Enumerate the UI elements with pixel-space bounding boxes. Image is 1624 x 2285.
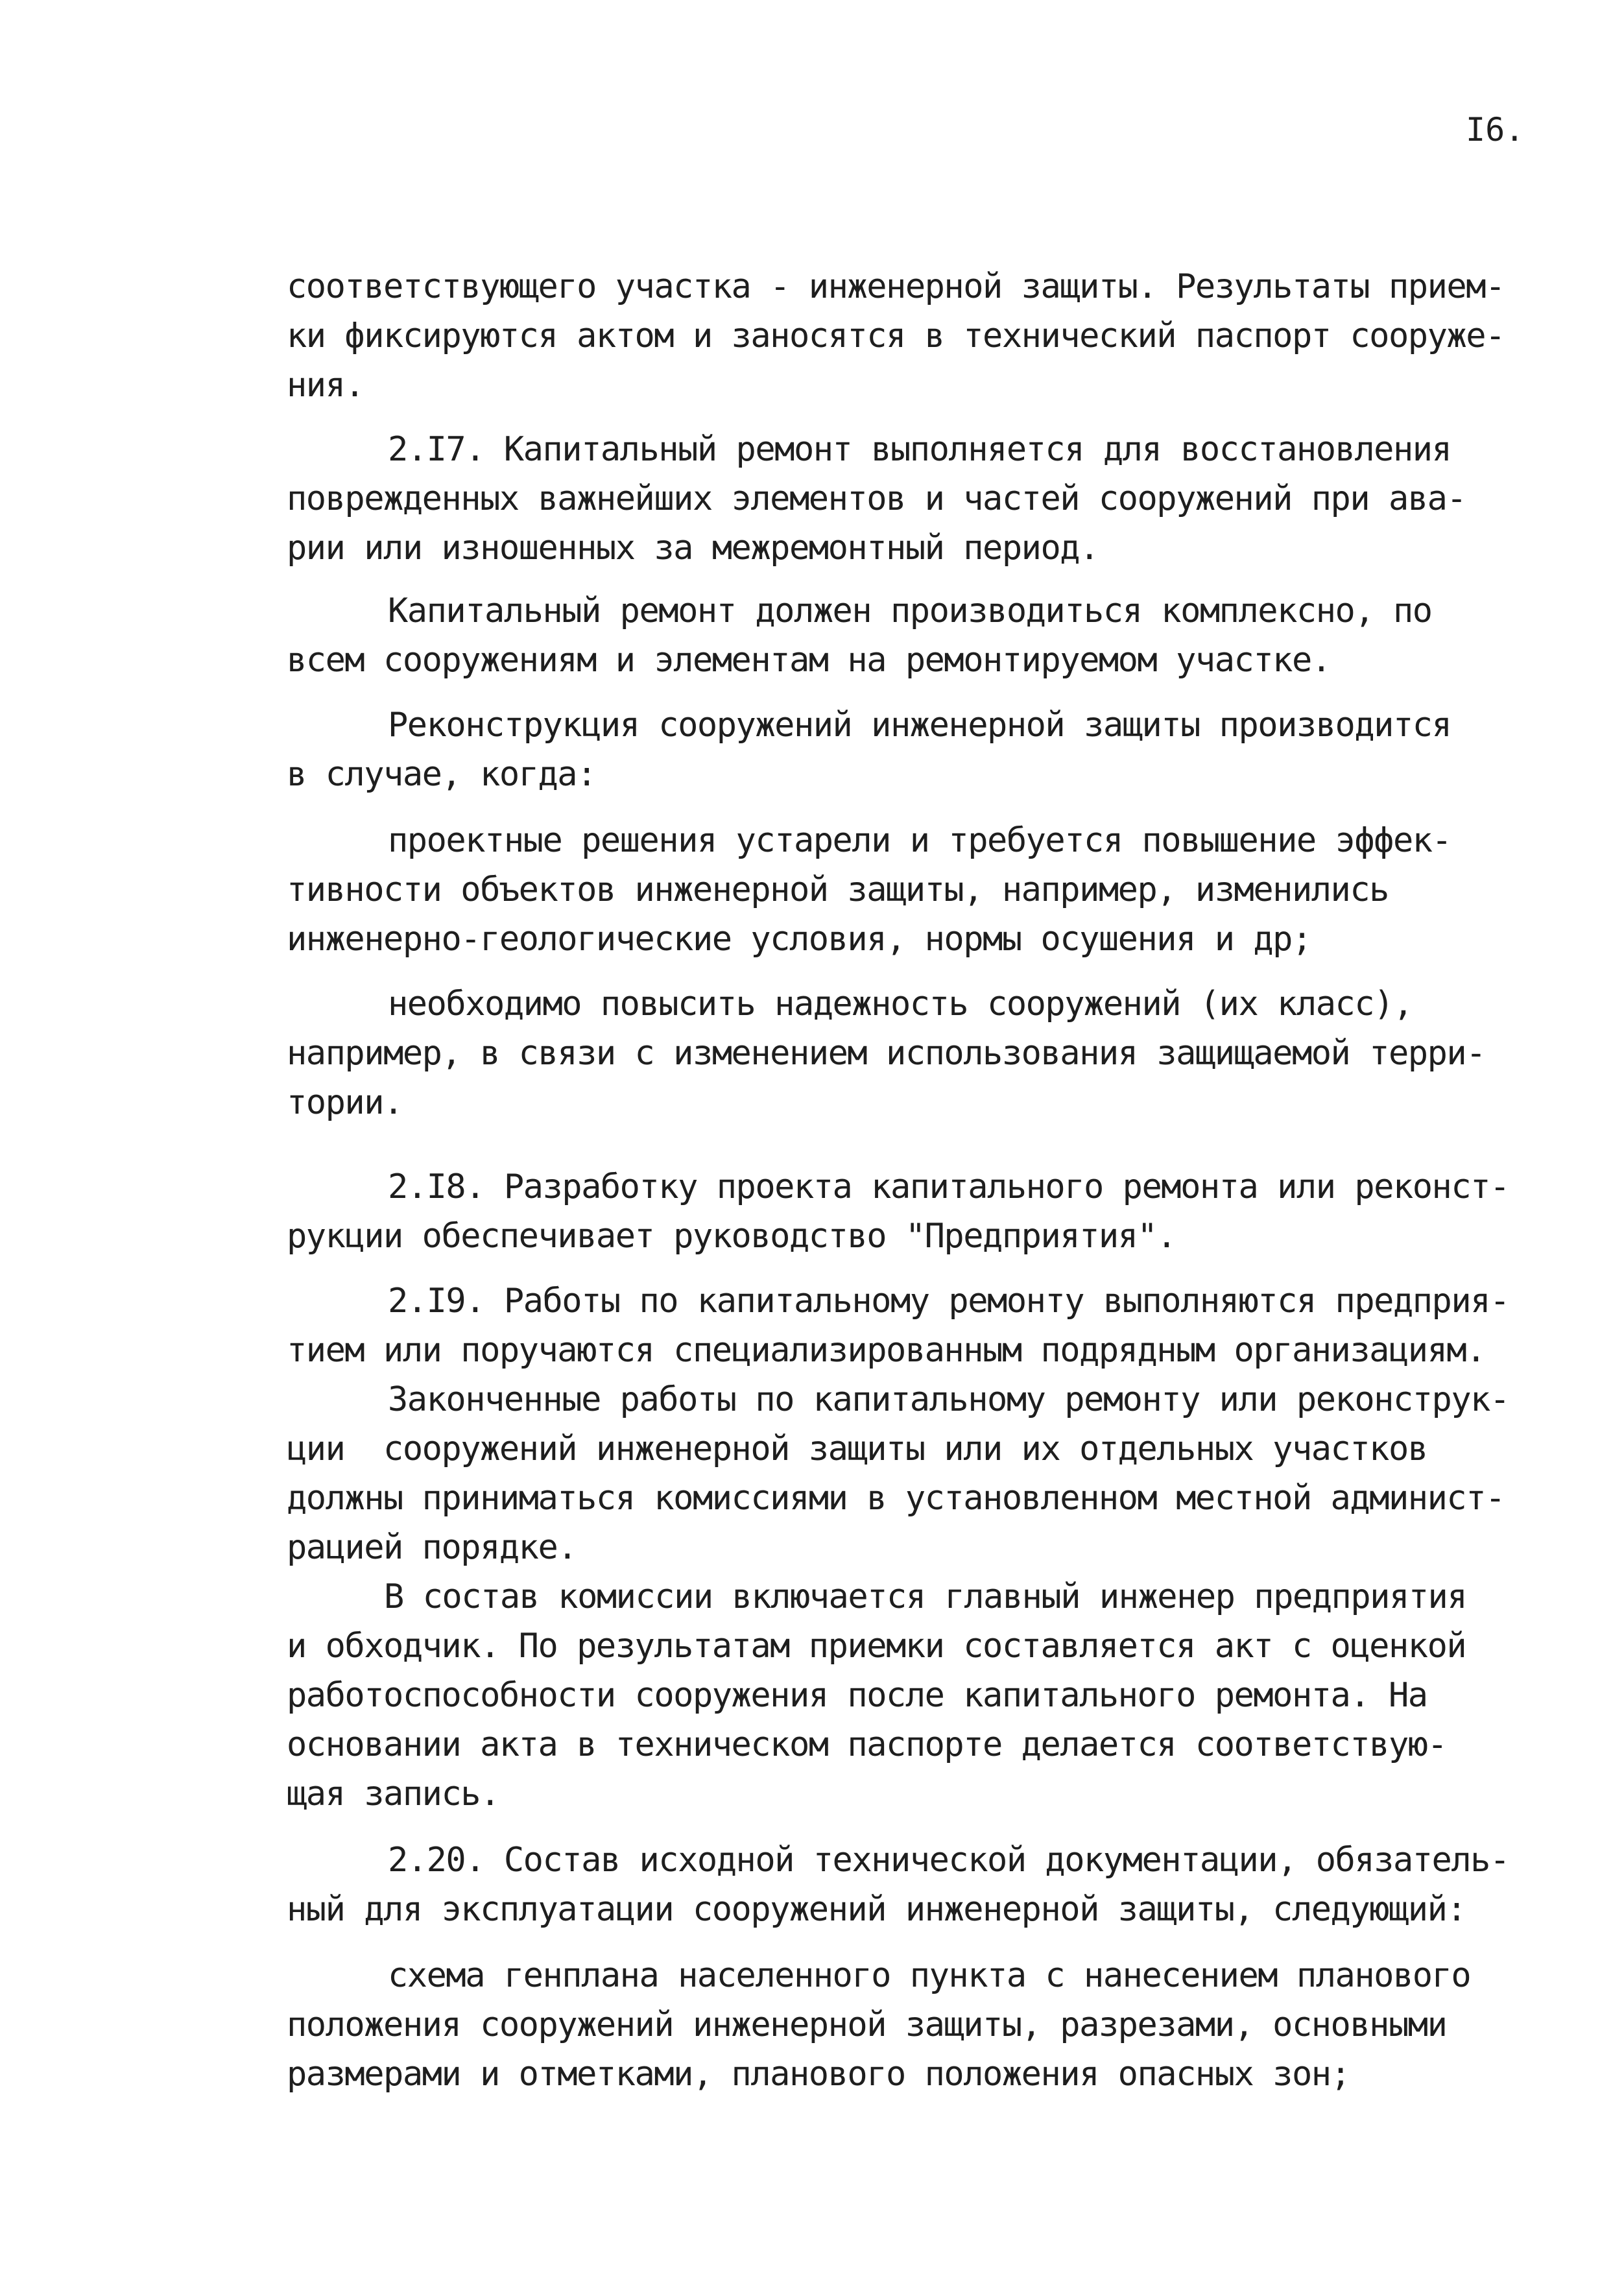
text-line: должны приниматься комиссиями в установленном местной админист-: [287, 1479, 1505, 1518]
text-line: всем сооружениям и элементам на ремонтируемом участке.: [287, 641, 1331, 680]
text-line: соответствующего участка - инженерной защиты. Результаты прием-: [287, 267, 1505, 306]
text-line: размерами и отметками, планового положения опасных зон;: [287, 2055, 1350, 2094]
text-line: тории.: [287, 1083, 403, 1122]
text-line: инженерно-геологические условия, нормы осушения и др;: [287, 920, 1311, 959]
text-line: и обходчик. По результатам приемки составляется акт с оценкой: [287, 1627, 1466, 1666]
text-line: Реконструкция сооружений инженерной защиты производится: [388, 706, 1451, 745]
text-line: 2.20. Состав исходной технической документации, обязатель-: [388, 1841, 1509, 1880]
text-line: основании акта в техническом паспорте делается соответствую-: [287, 1725, 1447, 1764]
text-line: рацией порядке.: [287, 1528, 577, 1567]
text-line: ния.: [287, 366, 364, 405]
text-line: 2.I9. Работы по капитальному ремонту выполняются предприя-: [388, 1282, 1509, 1321]
text-line: рии или изношенных за межремонтный период.: [287, 529, 1099, 568]
page-number: I6.: [1466, 111, 1525, 149]
text-line: работоспособности сооружения после капитального ремонта. На: [287, 1676, 1427, 1715]
text-line: например, в связи с изменением использования защищаемой терри-: [287, 1034, 1486, 1073]
text-line: щая запись.: [287, 1775, 499, 1813]
text-line: в случае, когда:: [287, 755, 596, 794]
text-line: В состав комиссии включается главный инженер предприятия: [384, 1577, 1467, 1616]
text-line: проектные решения устарели и требуется повышение эффек-: [388, 821, 1451, 860]
text-line: Капитальный ремонт должен производиться комплексно, по: [388, 592, 1432, 630]
text-line: 2.I8. Разработку проекта капитального ремонта или реконст-: [388, 1167, 1509, 1206]
text-line: поврежденных важнейших элементов и частей сооружений при ава-: [287, 479, 1466, 518]
text-line: ный для эксплуатации сооружений инженерной защиты, следующий:: [287, 1890, 1466, 1929]
text-line: тивности объектов инженерной защиты, например, изменились: [287, 870, 1389, 909]
text-line: Законченные работы по капитальному ремонту или реконструк-: [388, 1380, 1509, 1419]
text-line: 2.I7. Капитальный ремонт выполняется для восстановления: [388, 430, 1451, 469]
text-line: ции сооружений инженерной защиты или их отдельных участков: [287, 1430, 1427, 1468]
text-line: схема генплана населенного пункта с нанесением планового: [388, 1956, 1471, 1995]
text-line: рукции обеспечивает руководство "Предприятия".: [287, 1217, 1176, 1256]
text-line: необходимо повысить надежность сооружений (их класс),: [388, 985, 1413, 1023]
text-line: ки фиксируются актом и заносятся в технический паспорт сооруже-: [287, 317, 1505, 355]
text-line: положения сооружений инженерной защиты, разрезами, основными: [287, 2005, 1447, 2044]
text-line: тием или поручаются специализированным подрядным организациям.: [287, 1331, 1486, 1370]
